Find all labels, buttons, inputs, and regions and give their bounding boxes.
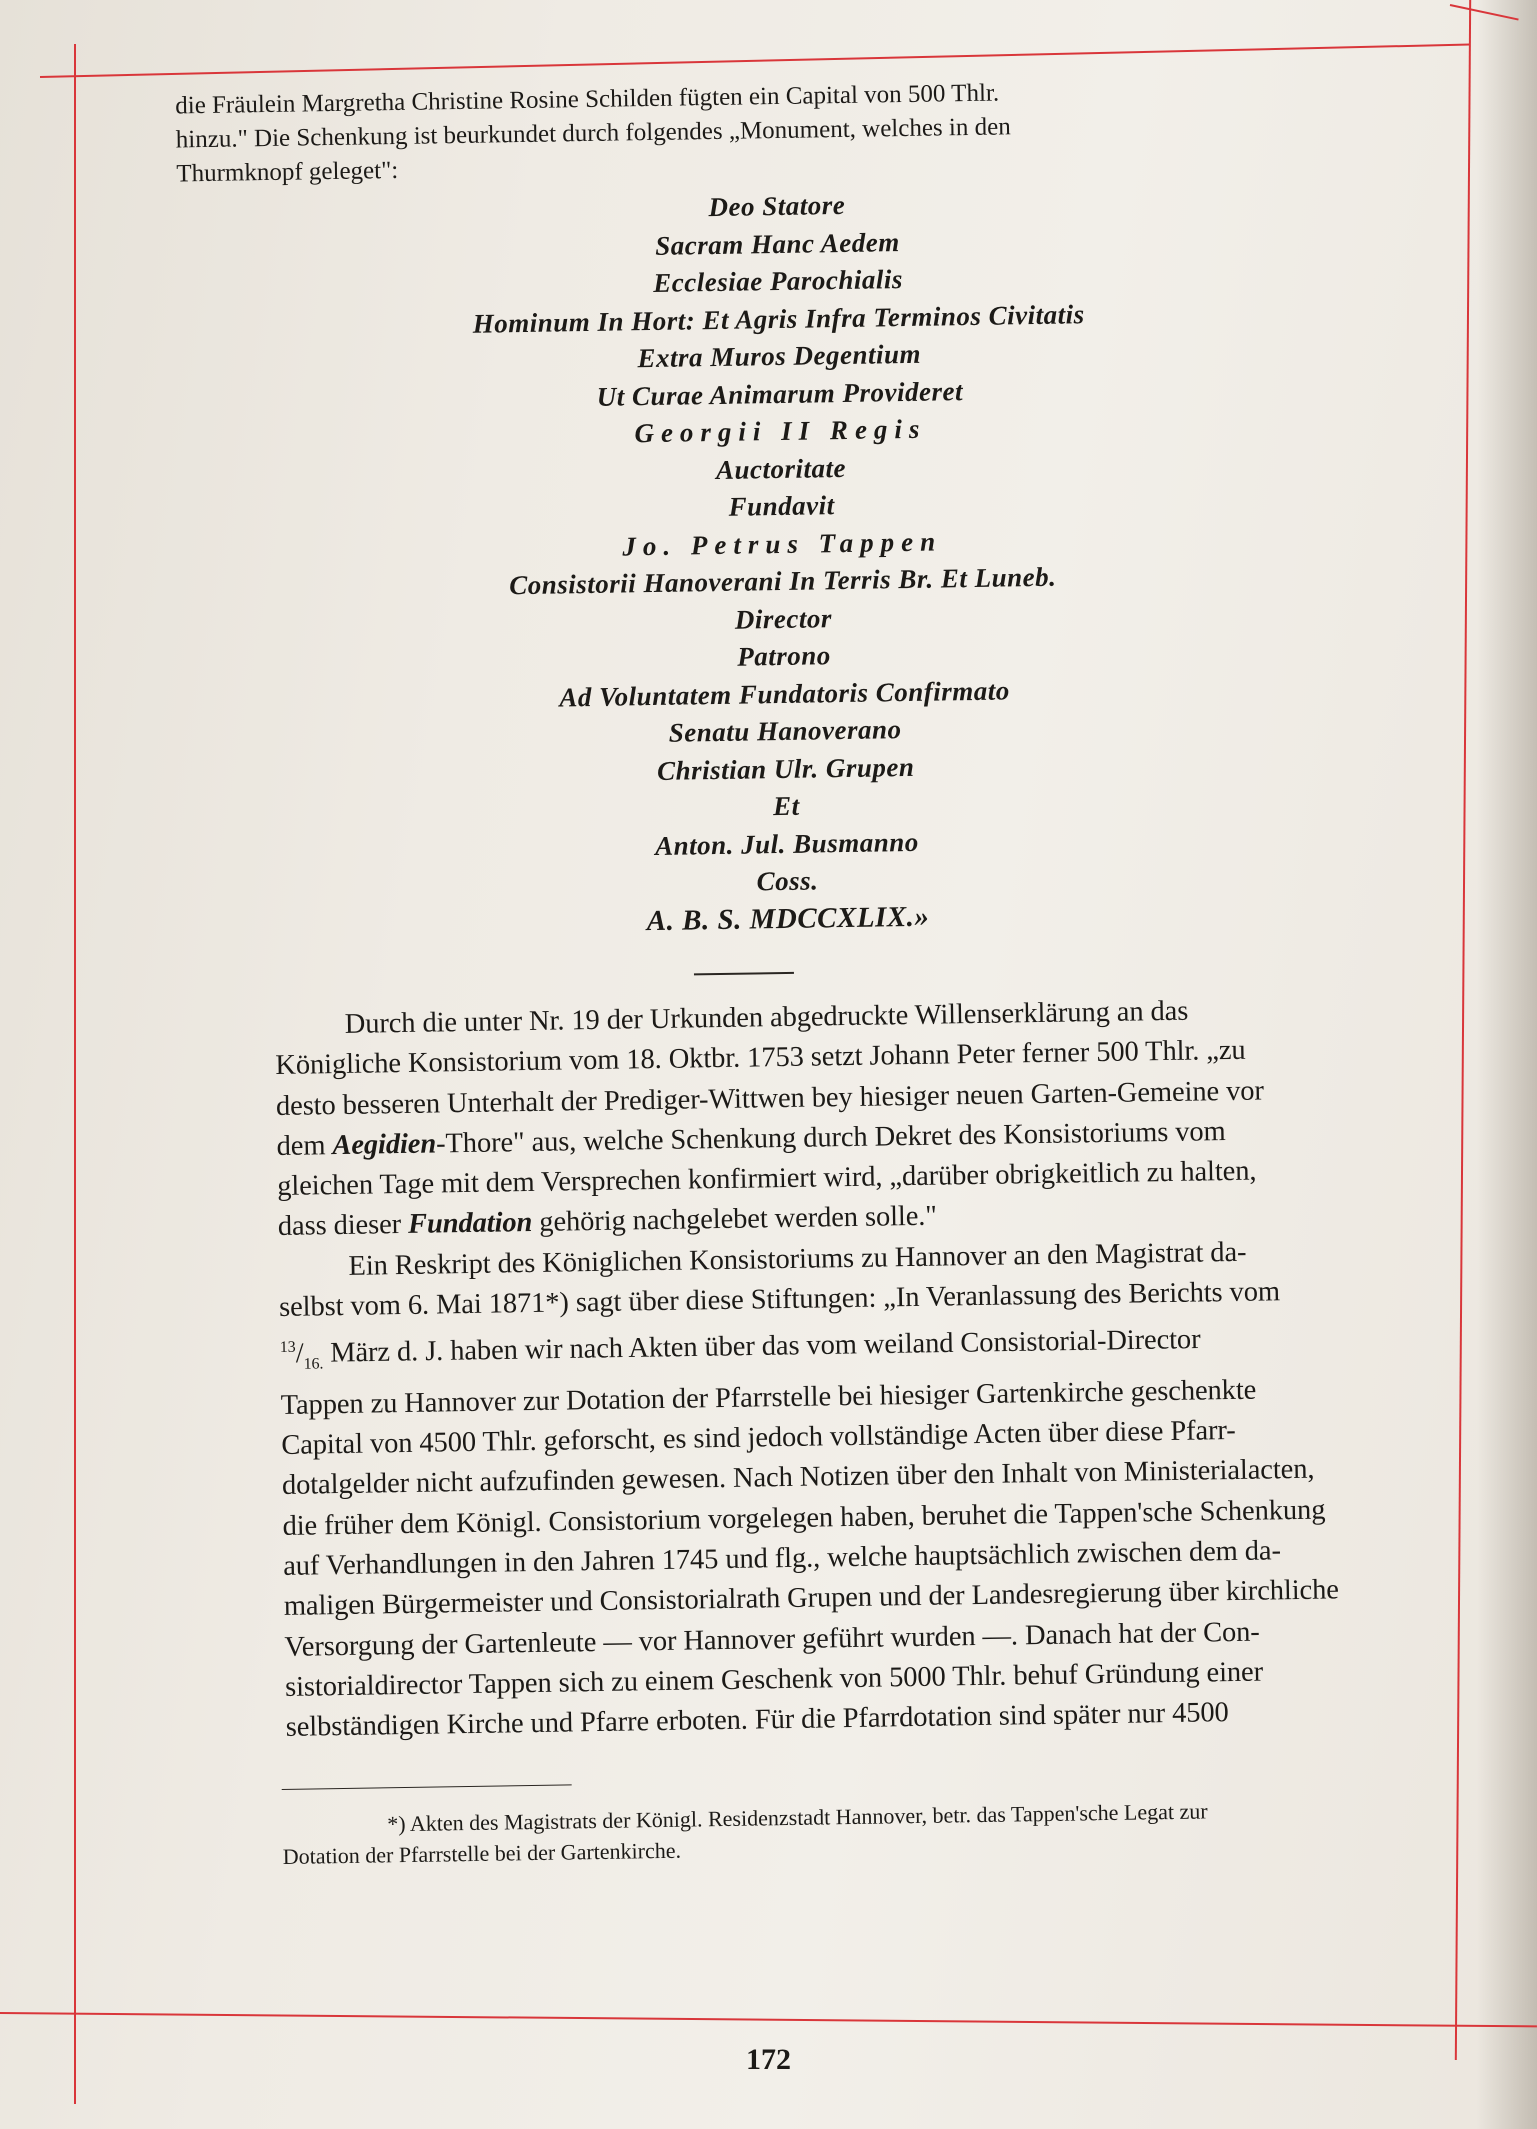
paragraph-1-line: desto besseren Unterhalt der Prediger-Wittwen bey hiesiger neuen Garten-Gemeine vor bbox=[275, 1075, 1265, 1122]
line-text: dem bbox=[276, 1130, 333, 1162]
line-text: März d. J. haben wir nach Akten über das vom weiland Consistorial-Director bbox=[330, 1324, 1201, 1370]
line-text: -Thore" aus, welche Schenkung durch Dekret des Konsistoriums vom bbox=[435, 1115, 1226, 1160]
intro-line: die Fräulein Margretha Christine Rosine Schilden fügten ein Capital von 500 Thlr. bbox=[175, 79, 1000, 120]
inscription-line: Hominum In Hort: Et Agris Infra Terminos Civitatis bbox=[472, 298, 1085, 339]
page-binding-shadow bbox=[1477, 0, 1537, 2129]
inscription-line: Ad Voluntatem Fundatoris Confirmato bbox=[559, 674, 1010, 712]
frame-rule-bottom bbox=[0, 2012, 1537, 2027]
inscription-line: Jo. Petrus Tappen bbox=[622, 525, 943, 561]
inscription-line: Sacram Hanc Aedem bbox=[655, 226, 900, 261]
body-text bbox=[274, 988, 1431, 1748]
paragraph-2-line: Versorgung der Gartenleute — vor Hannover geführt wurden —. Danach hat der Con- bbox=[284, 1616, 1260, 1663]
line-text: gehörig nachgelebet werden solle." bbox=[532, 1201, 938, 1239]
footnote-line: *) Akten des Magistrats der Königl. Residenzstadt Hannover, betr. das Tappen'sche Legat zur bbox=[387, 1798, 1208, 1837]
fraction-denominator: 16. bbox=[303, 1355, 324, 1374]
paragraph-2-line: $^{13}/_{16.}$ März d. J. haben wir nach Akten über das vom weiland Consistorial-Director bbox=[279, 1324, 1201, 1374]
paragraph-2-line: Tappen zu Hannover zur Dotation der Pfarrstelle bei hiesiger Gartenkirche geschenkte bbox=[280, 1374, 1257, 1421]
frame-rule-left bbox=[74, 44, 76, 2104]
paragraph-2-line: sistorialdirector Tappen sich zu einem Geschenk von 5000 Thlr. behuf Gründung einer bbox=[284, 1656, 1264, 1703]
inscription-line: Extra Muros Degentium bbox=[637, 338, 922, 374]
inscription-line: A. B. S. MDCCXLIX.» bbox=[646, 900, 930, 937]
paragraph-1-line: Königliche Konsistorium vom 18. Oktbr. 1753 setzt Johann Peter ferner 500 Thlr. „zu bbox=[275, 1035, 1246, 1082]
inscription-line: Consistorii Hanoverani In Terris Br. Et Luneb. bbox=[509, 561, 1057, 601]
inscription-line: Anton. Jul. Busmanno bbox=[654, 826, 919, 861]
intro-paragraph bbox=[175, 71, 1336, 191]
inscription-line: Ecclesiae Parochialis bbox=[652, 264, 904, 298]
inscription-line: Fundavit bbox=[728, 490, 835, 522]
footnote bbox=[282, 1792, 1453, 1872]
inscription-line: Director bbox=[734, 602, 833, 635]
latin-inscription bbox=[227, 179, 1339, 946]
paragraph-2-line: Capital von 4500 Thlr. geforscht, es sind jedoch vollständige Acten über diese Pfarr- bbox=[281, 1415, 1236, 1462]
inscription-line: Christian Ulr. Grupen bbox=[656, 751, 915, 786]
intro-line: hinzu." Die Schenkung ist beurkundet durch folgendes „Monument, welches in den bbox=[175, 113, 1011, 154]
paragraph-2-line: maligen Bürgermeister und Consistorialrath Grupen und der Landesregierung über kirchliche bbox=[283, 1574, 1340, 1623]
paragraph-1-line: gleichen Tage mit dem Versprechen konfirmiert wird, „darüber obrigkeitlich zu halten, bbox=[276, 1155, 1257, 1203]
italic-term: Fundation bbox=[407, 1207, 533, 1241]
frame-rule-right bbox=[1455, 0, 1471, 2060]
inscription-line: Coss. bbox=[756, 865, 819, 897]
intro-line: Thurmknopf geleget": bbox=[176, 156, 399, 188]
section-divider bbox=[694, 972, 794, 976]
inscription-line: Patrono bbox=[736, 640, 831, 672]
footnote-line: Dotation der Pfarrstelle bei der Gartenkirche. bbox=[282, 1837, 682, 1870]
inscription-line: Ut Curae Animarum Provideret bbox=[596, 375, 964, 412]
paragraph-2-line: selbst vom 6. Mai 1871*) sagt über diese Stiftungen: „In Veranlassung des Berichts vom bbox=[278, 1276, 1281, 1324]
paragraph-1-line: Durch die unter Nr. 19 der Urkunden abgedruckte Willenserklärung an das bbox=[344, 995, 1189, 1040]
inscription-line: Georgii II Regis bbox=[634, 413, 927, 449]
inscription-line: Deo Statore bbox=[708, 189, 846, 223]
inscription-line: Senatu Hanoverano bbox=[668, 714, 902, 748]
fraction-numerator: 13 bbox=[279, 1339, 296, 1357]
paragraph-2-line: auf Verhandlungen in den Jahren 1745 und flg., welche hauptsächlich zwischen dem da- bbox=[282, 1535, 1282, 1582]
inscription-line: Auctoritate bbox=[715, 452, 847, 485]
paragraph-2-line: dotalgelder nicht aufzufinden gewesen. Nach Notizen über den Inhalt von Ministerialacten, bbox=[281, 1454, 1315, 1502]
paragraph-2-line: Ein Reskript des Königlichen Konsistoriums zu Hannover an den Magistrat da- bbox=[348, 1236, 1247, 1282]
page-number: 172 bbox=[746, 2043, 791, 2076]
paragraph-2-line: die früher dem Königl. Consistorium vorgelegen haben, beruhet die Tappen'sche Schenkung bbox=[282, 1494, 1326, 1542]
page-content bbox=[140, 70, 1438, 1874]
line-text: dass dieser bbox=[277, 1209, 409, 1243]
inscription-line: Et bbox=[772, 790, 800, 822]
paragraph-2-line: selbständigen Kirche und Pfarre erboten. Für die Pfarrdotation sind später nur 4500 bbox=[285, 1697, 1229, 1744]
italic-term: Aegidien bbox=[332, 1128, 437, 1161]
footnote-rule bbox=[282, 1784, 572, 1790]
